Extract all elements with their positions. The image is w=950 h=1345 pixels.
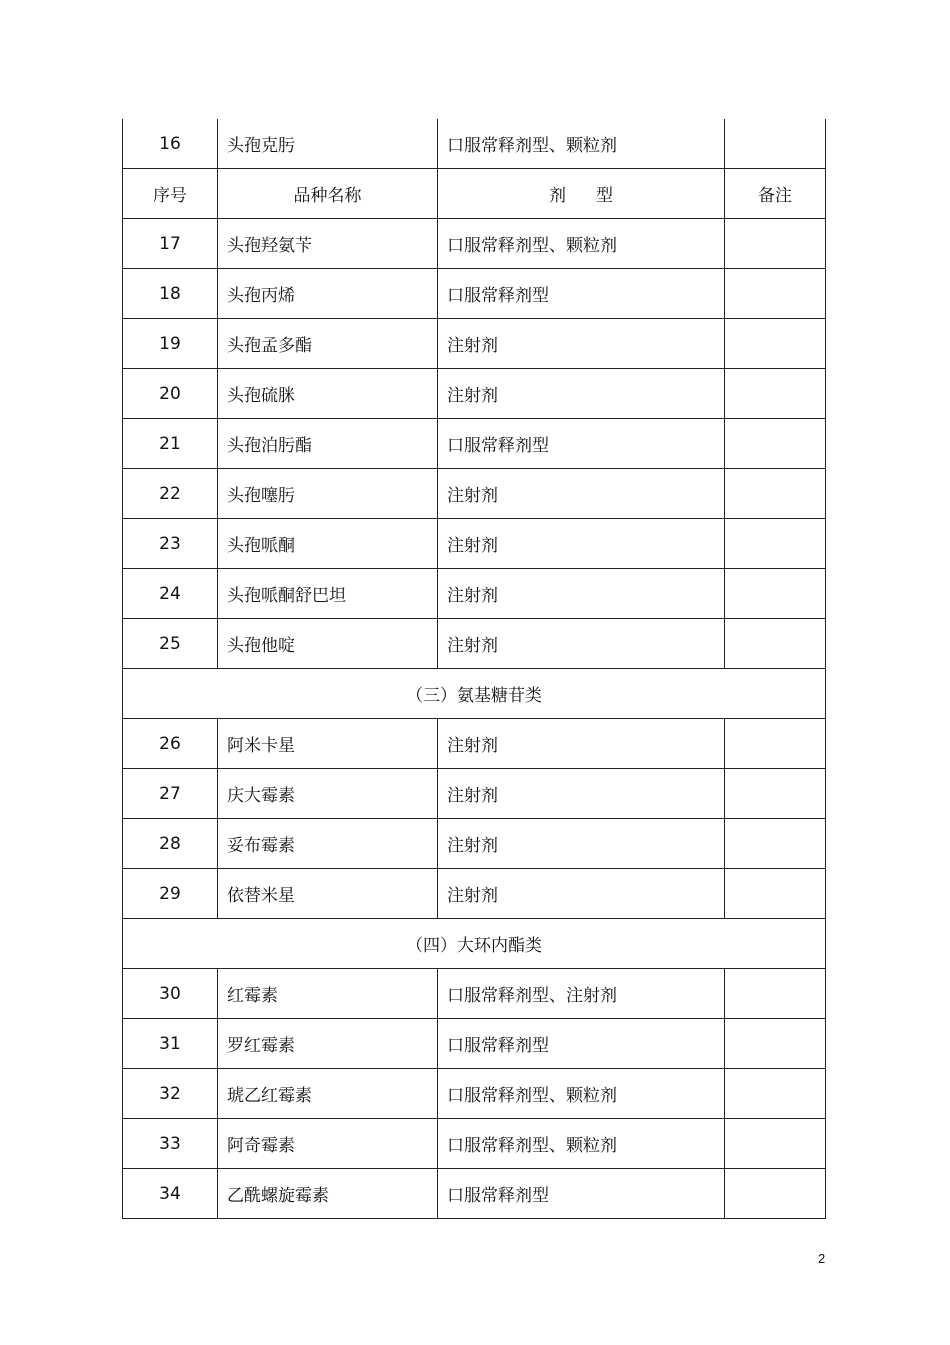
- drug-name: 琥乙红霉素: [218, 1069, 438, 1119]
- header-form-b: 型: [596, 186, 613, 206]
- remark-cell: [725, 219, 826, 269]
- table-row: [123, 1069, 826, 1119]
- row-number: 29: [123, 869, 218, 919]
- table-row: [123, 419, 826, 469]
- row-number: 25: [123, 619, 218, 669]
- dosage-form: 注射剂: [438, 619, 725, 669]
- row-number: 32: [123, 1069, 218, 1119]
- header-dosage-form: [438, 169, 725, 219]
- page-number: 2: [818, 1251, 826, 1266]
- table-row: [123, 519, 826, 569]
- table-row: [123, 219, 826, 269]
- dosage-form: 口服常释剂型、颗粒剂: [438, 119, 725, 169]
- table-row: [123, 119, 826, 169]
- row-number: 20: [123, 369, 218, 419]
- drug-name: 头孢克肟: [218, 119, 438, 169]
- drug-name: 头孢他啶: [218, 619, 438, 669]
- dosage-form: 注射剂: [438, 519, 725, 569]
- drug-name: 乙酰螺旋霉素: [218, 1169, 438, 1219]
- table-row: [123, 719, 826, 769]
- header-number: 序号: [123, 169, 218, 219]
- drug-name: 头孢噻肟: [218, 469, 438, 519]
- dosage-form: 注射剂: [438, 719, 725, 769]
- remark-cell: [725, 519, 826, 569]
- remark-cell: [725, 1119, 826, 1169]
- row-number: 22: [123, 469, 218, 519]
- table-row: [123, 969, 826, 1019]
- remark-cell: [725, 769, 826, 819]
- table-row: [123, 569, 826, 619]
- drug-name: 头孢泊肟酯: [218, 419, 438, 469]
- dosage-form: 注射剂: [438, 469, 725, 519]
- row-number: 23: [123, 519, 218, 569]
- dosage-form: 口服常释剂型: [438, 269, 725, 319]
- row-number: 17: [123, 219, 218, 269]
- remark-cell: [725, 969, 826, 1019]
- row-number: 31: [123, 1019, 218, 1069]
- header-form-a: 剂: [549, 186, 566, 206]
- remark-cell: [725, 269, 826, 319]
- dosage-form: 口服常释剂型、颗粒剂: [438, 1119, 725, 1169]
- drug-name: 庆大霉素: [218, 769, 438, 819]
- table-row: [123, 869, 826, 919]
- dosage-form: 注射剂: [438, 369, 725, 419]
- dosage-form: 口服常释剂型: [438, 419, 725, 469]
- remark-cell: [725, 319, 826, 369]
- drug-name: 头孢孟多酯: [218, 319, 438, 369]
- drug-name: 妥布霉素: [218, 819, 438, 869]
- drug-name: 头孢硫脒: [218, 369, 438, 419]
- section-title-aminoglycosides: （三）氨基糖苷类: [123, 669, 826, 719]
- drug-name: 阿奇霉素: [218, 1119, 438, 1169]
- drug-name: 头孢羟氨苄: [218, 219, 438, 269]
- row-number: 19: [123, 319, 218, 369]
- row-number: 33: [123, 1119, 218, 1169]
- section-title-macrolides: （四）大环内酯类: [123, 919, 826, 969]
- dosage-form: 口服常释剂型、颗粒剂: [438, 1069, 725, 1119]
- table-row: [123, 1119, 826, 1169]
- row-number: 34: [123, 1169, 218, 1219]
- header-note: 备注: [725, 169, 826, 219]
- dosage-form: 注射剂: [438, 819, 725, 869]
- row-number: 30: [123, 969, 218, 1019]
- remark-cell: [725, 469, 826, 519]
- dosage-form: 口服常释剂型: [438, 1169, 725, 1219]
- dosage-form: 注射剂: [438, 569, 725, 619]
- row-number: 18: [123, 269, 218, 319]
- dosage-form: 注射剂: [438, 319, 725, 369]
- remark-cell: [725, 119, 826, 169]
- table-row: [123, 769, 826, 819]
- remark-cell: [725, 869, 826, 919]
- table-row: [123, 319, 826, 369]
- table-row: [123, 369, 826, 419]
- row-number: 21: [123, 419, 218, 469]
- row-number: 28: [123, 819, 218, 869]
- remark-cell: [725, 1169, 826, 1219]
- drug-name: 头孢丙烯: [218, 269, 438, 319]
- remark-cell: [725, 569, 826, 619]
- table-row: [123, 269, 826, 319]
- remark-cell: [725, 1069, 826, 1119]
- drug-table: [122, 119, 826, 1219]
- remark-cell: [725, 619, 826, 669]
- table-row: [123, 619, 826, 669]
- row-number: 26: [123, 719, 218, 769]
- remark-cell: [725, 719, 826, 769]
- section-row: [123, 919, 826, 969]
- row-number: 24: [123, 569, 218, 619]
- drug-name: 依替米星: [218, 869, 438, 919]
- drug-name: 头孢哌酮: [218, 519, 438, 569]
- table-row: [123, 1169, 826, 1219]
- header-row: [123, 169, 826, 219]
- drug-name: 头孢哌酮舒巴坦: [218, 569, 438, 619]
- table-row: [123, 469, 826, 519]
- dosage-form: 口服常释剂型: [438, 1019, 725, 1069]
- remark-cell: [725, 419, 826, 469]
- row-number: 16: [123, 119, 218, 169]
- drug-name: 罗红霉素: [218, 1019, 438, 1069]
- dosage-form: 注射剂: [438, 869, 725, 919]
- table-row: [123, 819, 826, 869]
- drug-name: 红霉素: [218, 969, 438, 1019]
- section-row: [123, 669, 826, 719]
- remark-cell: [725, 1019, 826, 1069]
- dosage-form: 口服常释剂型、注射剂: [438, 969, 725, 1019]
- dosage-form: 注射剂: [438, 769, 725, 819]
- drug-name: 阿米卡星: [218, 719, 438, 769]
- row-number: 27: [123, 769, 218, 819]
- remark-cell: [725, 819, 826, 869]
- header-name: 品种名称: [218, 169, 438, 219]
- table-row: [123, 1019, 826, 1069]
- dosage-form: 口服常释剂型、颗粒剂: [438, 219, 725, 269]
- remark-cell: [725, 369, 826, 419]
